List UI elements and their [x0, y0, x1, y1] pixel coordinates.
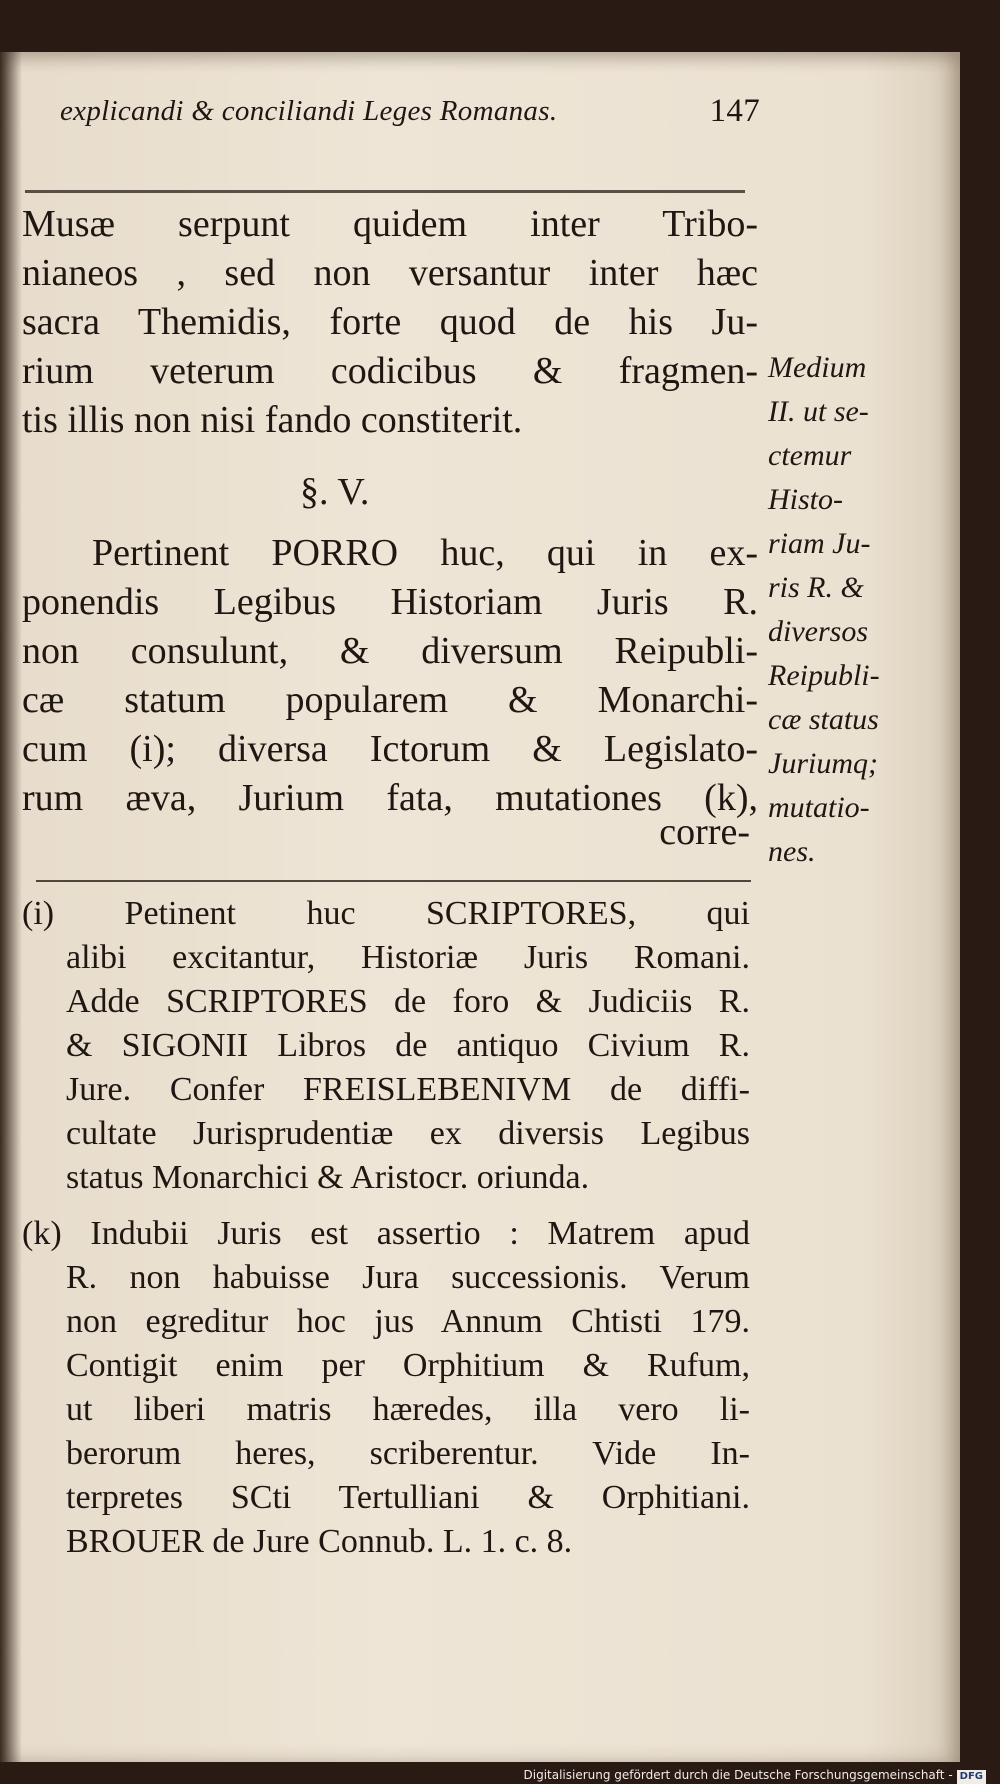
footnote-k-line: non egreditur hoc jus Annum Chtisti 179. — [66, 1303, 750, 1340]
running-head — [60, 95, 760, 135]
margin-note-line: diversos — [768, 615, 868, 648]
credit-text: Digitalisierung gefördert durch die Deutsche Forschungsgemeinschaft - — [523, 1768, 953, 1782]
margin-note-line: ris R. & — [768, 571, 864, 604]
main-text-line: nianeos , sed non versantur inter hæc — [22, 252, 758, 294]
footnote-k-line: berorum heres, scriberentur. Vide In- — [66, 1435, 750, 1472]
section-text-line: Pertinent PORRO huc, qui in ex- — [92, 532, 758, 574]
margin-note-line: Medium — [768, 351, 867, 384]
section-text-line: cæ statum popularem & Monarchi- — [22, 679, 758, 721]
section-title: §. V. — [300, 471, 370, 513]
main-text-line: sacra Themidis, forte quod de his Ju- — [22, 301, 758, 343]
margin-note-line: II. ut se- — [768, 395, 869, 428]
section-text-line: ponendis Legibus Historiam Juris R. — [22, 581, 758, 623]
main-text-line: Musæ serpunt quidem inter Tribo- — [22, 203, 758, 245]
footnote-i-line: alibi excitantur, Historiæ Juris Romani. — [66, 939, 750, 976]
footnote-k-line: Contigit enim per Orphitium & Rufum, — [66, 1347, 750, 1384]
main-text-line: tis illis non nisi fando constiterit. — [22, 399, 523, 441]
footnote-i-line: cultate Jurisprudentiæ ex diversis Legibus — [66, 1115, 750, 1152]
footnote-k-line: ut liberi matris hæredes, illa vero li- — [66, 1391, 750, 1428]
margin-note-line: nes. — [768, 835, 816, 868]
section-text-line: rum æva, Jurium fata, mutationes (k), — [22, 777, 758, 819]
margin-note-line: ctemur — [768, 439, 852, 472]
margin-note-line: mutatio- — [768, 791, 870, 824]
footnote-i-line: Jure. Confer FREISLEBENIVM de diffi- — [66, 1071, 750, 1108]
running-head-title: explicandi & conciliandi Leges Romanas. — [60, 95, 558, 127]
footnote-i-line: (i) Petinent huc SCRIPTORES, qui — [22, 895, 750, 932]
page-number: 147 — [709, 93, 760, 129]
footnote-rule — [36, 880, 751, 882]
digitization-credit — [524, 1766, 987, 1784]
footnote-k-line: (k) Indubii Juris est assertio : Matrem apud — [22, 1215, 750, 1252]
margin-note-line: Juriumq; — [768, 747, 878, 780]
dfg-logo: DFG — [957, 1770, 986, 1784]
footnote-k-line: BROUER de Jure Connub. L. 1. c. 8. — [66, 1523, 573, 1560]
catchword: corre- — [659, 811, 750, 853]
margin-note-line: Reipubli- — [768, 659, 880, 692]
footnote-k-line: R. non habuisse Jura successionis. Verum — [66, 1259, 750, 1296]
footnote-i-line: & SIGONII Libros de antiquo Civium R. — [66, 1027, 750, 1064]
footnote-i-line: status Monarchici & Aristocr. oriunda. — [66, 1159, 590, 1196]
margin-note-line: Histo- — [768, 483, 843, 516]
footnote-k-line: terpretes SCti Tertulliani & Orphitiani. — [66, 1479, 750, 1516]
section-text-line: non consulunt, & diversum Reipubli- — [22, 630, 758, 672]
main-text-line: rium veterum codicibus & fragmen- — [22, 350, 758, 392]
margin-note-line: cæ status — [768, 703, 879, 736]
section-text-line: cum (i); diversa Ictorum & Legislato- — [22, 728, 758, 770]
header-rule — [25, 190, 745, 193]
margin-note-line: riam Ju- — [768, 527, 871, 560]
footnote-i-line: Adde SCRIPTORES de foro & Judiciis R. — [66, 983, 750, 1020]
